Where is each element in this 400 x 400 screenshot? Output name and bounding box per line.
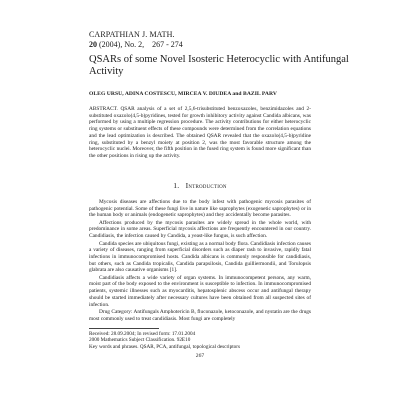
section-heading bbox=[0, 181, 400, 190]
section-number: 1. bbox=[173, 181, 180, 190]
abstract: ABSTRACT. QSAR analysis of a set of 2,5,6-trisubstituted benzoxazoles, benzimidazoles and 2-substituted oxazolo(4,5-b)pyridines, tested for growth inhibitory activity against Candida albicans, was performed by using a multiple regression procedure. The activity contributions for either heterocyclic ring systems or substituent effects of these compounds were determined from the correlation equations and the lead optimization is described. The obtained QSAR revealed that the oxazolo(4,5-b)pyridine ring, substituted by a benzyl moiety at position 2, was the most favorable structure among the heterocyclic nuclei. Moreover, the fifth position in the fused ring system is found more significant than the other positions in rising up the activity. bbox=[89, 106, 311, 159]
journal-pages: 267 - 274 bbox=[152, 40, 183, 49]
journal-volume: 20 bbox=[89, 40, 97, 49]
body-paragraph: Candida species are ubiquitous fungi, existing as a normal body flora. Candidiasis infection causes a variety of diseases, ranging from superficial disorders such as diaper rash to invasive, rapidly fatal infections in immunocompromised hosts. Candida albicans is commonly responsible for candidiasis, but others, such as Candida tropicalis, Candida parapsilosis, Candida guilliermondii, and Torulopsis glabrata are also causative organisms [1]. bbox=[89, 240, 311, 274]
footnote-keywords: Key words and phrases. QSAR, PCA, antifungal, topological descriptors bbox=[89, 343, 240, 350]
paper-title: QSARs of some Novel Isosteric Heterocyclic with Antifungal Activity bbox=[89, 54, 349, 77]
footnote-classification: 2000 Mathematics Subject Classification. 92E10 bbox=[89, 337, 191, 344]
body-paragraph: Candidiasis affects a wide variety of organ systems. In immunocompetent persons, any warm, moist part of the body exposed to the environment is susceptible to infection. In immunocompromised patients, systemic illnesses such as myocarditis, hepatosplenic abscess occur and antifungal therapy should be started immediately after necessary cultures have been obtained from all suspected sites of infection. bbox=[89, 274, 311, 308]
body-paragraph: Affections produced by the mycosis parasites are widely spread in the whole world, with predominance in some areas. Superficial mycosis affections are frequently encountered in our country. Candidiasis, the infection caused by Candida, a yeast-like fungus, is such affection. bbox=[89, 219, 311, 240]
journal-name: CARPATHIAN J. MATH. bbox=[89, 30, 175, 39]
section-title: Introduction bbox=[185, 181, 227, 190]
body-text bbox=[89, 199, 311, 322]
journal-issue-info bbox=[89, 40, 183, 50]
journal-header bbox=[89, 30, 183, 50]
journal-year-issue: (2004), No. 2, bbox=[99, 40, 145, 49]
page-number: 267 bbox=[195, 353, 205, 359]
body-paragraph: Mycosis diseases are affections due to the body infest with pathogenic mycosis parasites of pathogenic potential. Some of these fungi live in nature like saprophytes (exogenetic saprophytes) or in the human body or animals (endogenetic saprophytes) and they accidentally become parasites. bbox=[89, 199, 311, 219]
footnote-rule bbox=[89, 328, 159, 329]
paper-authors: OLEG URSU, ADINA COSTESCU, MIRCEA V. DIUDEA and BAZIL PARV bbox=[89, 91, 277, 97]
footnote-received: Received: 28.09.2004; In revised form: 17.01.2004 bbox=[89, 331, 196, 337]
body-paragraph: Drug Category: Antifungals Amphotericin B, fluconazole, ketoconazole, and nystatin are the drugs most commonly used to treat candidiasis. Most fungi are completely bbox=[89, 308, 311, 322]
footnotes bbox=[89, 331, 311, 350]
